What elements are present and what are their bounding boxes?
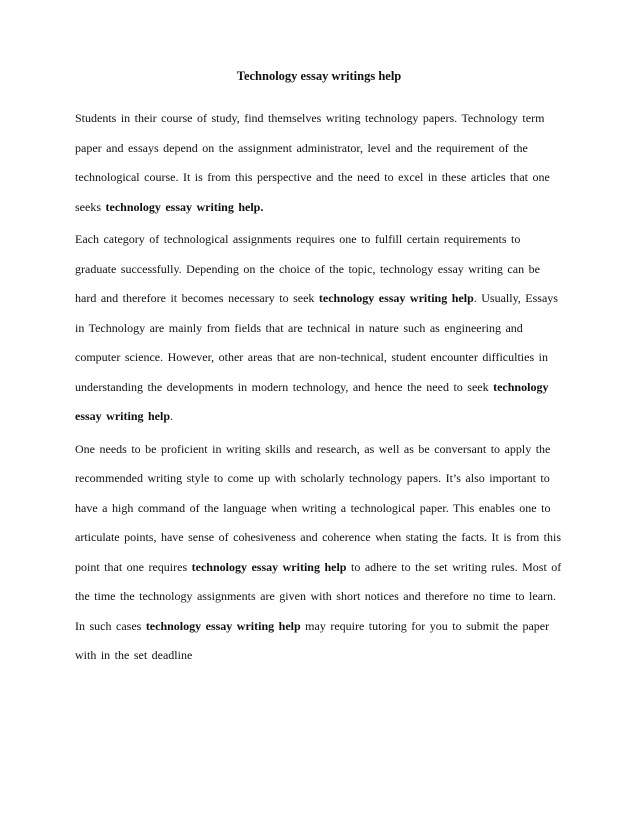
p3-line-5-bold: technology essay writing help bbox=[191, 559, 347, 574]
p2-line-1: Each category of technological assignments requires one to fulfill certain requirements to bbox=[75, 232, 521, 246]
p3-line-5-tail: to adhere to the set writing rules. Most of bbox=[346, 559, 562, 574]
p2-line-2: graduate successfully. Depending on the choice of the topic, technology essay writing can be bbox=[75, 261, 540, 276]
p2-line-3-bold: technology essay writing help bbox=[318, 291, 474, 305]
p3-line-5 bbox=[75, 553, 575, 583]
p3-line-4: articulate points, have sense of cohesiveness and coherence when stating the facts. It is from this bbox=[75, 530, 562, 544]
p2-line-3-text: hard and therefore it becomes necessary to seek bbox=[75, 291, 319, 305]
p3-line-3: have a high command of the language when writing a technological paper. This enables one to bbox=[75, 500, 551, 515]
p2-line-6-text: understanding the developments in modern technology, and hence the need to seek bbox=[75, 379, 494, 394]
p3-line-1: One needs to be proficient in writing skills and research, as well as be conversant to apply the bbox=[75, 441, 551, 456]
p2-line-4: in Technology are mainly from fields that are technical in nature such as engineering and bbox=[75, 320, 523, 335]
document-body bbox=[75, 104, 575, 671]
paragraph-3 bbox=[75, 435, 575, 671]
p3-line-7 bbox=[75, 612, 575, 642]
p2-line-7-tail: . bbox=[170, 409, 174, 423]
p3-line-7-bold: technology essay writing help bbox=[145, 618, 301, 633]
paragraph-2 bbox=[75, 225, 575, 432]
p2-line-6 bbox=[75, 373, 575, 403]
p2-line-7-bold: essay writing help bbox=[75, 409, 171, 423]
p3-line-6: the time the technology assignments are given with short notices and therefore no time to learn. bbox=[75, 589, 557, 603]
document-title: Technology essay writings help bbox=[236, 69, 402, 83]
p1-line-1: Students in their course of study, find themselves writing technology papers. Technology term bbox=[75, 111, 545, 125]
p2-line-5: computer science. However, other areas that are non-technical, student encounter difficulties in bbox=[75, 350, 548, 364]
p1-line-2: paper and essays depend on the assignment administrator, level and the requirement of the bbox=[75, 140, 528, 155]
p3-line-2: recommended writing style to come up with scholarly technology papers. It’s also important to bbox=[75, 471, 550, 485]
p2-line-6-bold: technology bbox=[493, 379, 549, 394]
p1-line-4-bold: technology essay writing help. bbox=[105, 199, 264, 214]
p3-line-8: with in the set deadline bbox=[75, 648, 193, 662]
p3-line-7-tail: may require tutoring for you to submit the paper bbox=[300, 618, 550, 633]
paragraph-1 bbox=[75, 104, 575, 222]
p1-line-3: technological course. It is from this perspective and the need to excel in these articles that one bbox=[75, 170, 550, 184]
p2-line-3-tail: . Usually, Essays bbox=[473, 291, 558, 305]
p3-line-5-text: point that one requires bbox=[75, 559, 192, 574]
p1-line-4 bbox=[75, 193, 575, 223]
p1-line-4-text: seeks bbox=[75, 199, 106, 214]
p2-line-7 bbox=[75, 402, 575, 432]
p2-line-3 bbox=[75, 284, 575, 314]
p3-line-7-text: In such cases bbox=[75, 618, 146, 633]
